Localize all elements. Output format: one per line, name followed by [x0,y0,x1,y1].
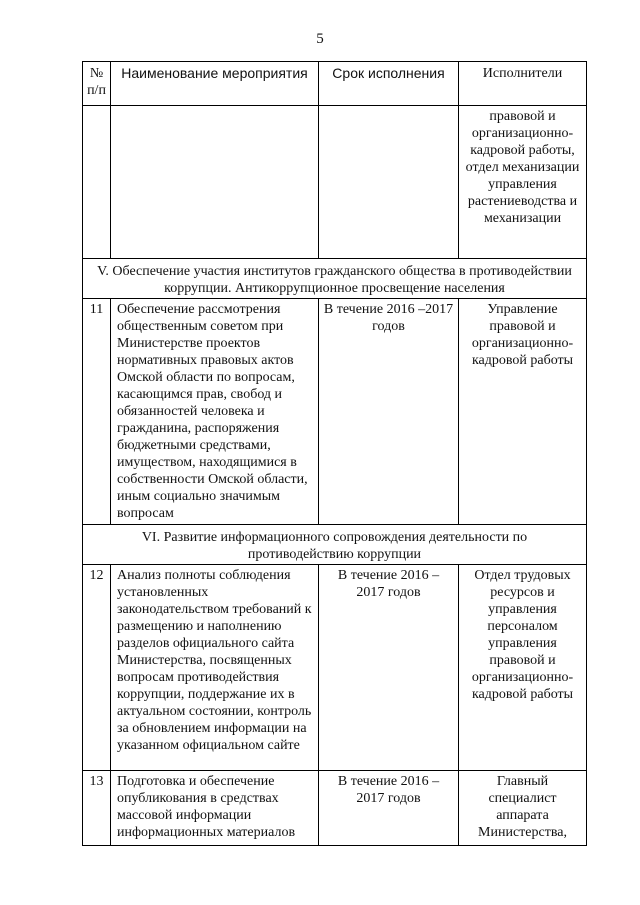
cell-num: 11 [83,299,111,525]
cell-name: Подготовка и обеспечение опубликования в средствах массовой информации информационных материалов [111,771,319,846]
page-number: 5 [316,31,324,47]
cell-term: В течение 2016 –2017 годов [319,299,459,525]
cell-executors: правовой и организационно-кадровой работы, отдел механизации управления растениеводства и механизации [459,106,587,259]
header-name: Наименование мероприятия [111,62,319,106]
table-row [83,106,587,259]
cell-executors: Главный специалист аппарата Министерства, [459,771,587,846]
cell-num [83,106,111,259]
header-term: Срок исполнения [319,62,459,106]
table-row [83,565,587,771]
section-6-heading: VI. Развитие информационного сопровождения деятельности по противодействию коррупции [83,525,587,565]
cell-num: 12 [83,565,111,771]
section-row [83,259,587,299]
table-row [83,299,587,525]
header-num: № п/п [83,62,111,106]
cell-term: В течение 2016 – 2017 годов [319,565,459,771]
table-header-row [83,62,587,106]
measures-table [82,61,587,846]
cell-term: В течение 2016 – 2017 годов [319,771,459,846]
cell-executors: Управление правовой и организационно-кадровой работы [459,299,587,525]
cell-name: Обеспечение рассмотрения общественным советом при Министерстве проектов нормативных правовых актов Омской области по вопросам, касающимся прав, свобод и обязанностей человека и гражданина, распоряжения бюджетными средствами, имуществом, находящимися в собственности Омской области, иным социально значимым вопросам [111,299,319,525]
cell-num: 13 [83,771,111,846]
cell-executors: Отдел трудовых ресурсов и управления персоналом управления правовой и организационно-кадровой работы [459,565,587,771]
section-5-heading: V. Обеспечение участия институтов гражданского общества в противодействии коррупции. Антикоррупционное просвещение населения [83,259,587,299]
section-row [83,525,587,565]
table-row [83,771,587,846]
header-executors: Исполнители [459,62,587,106]
cell-name: Анализ полноты соблюдения установленных законодательством требований к размещению и наполнению разделов официального сайта Министерства, посвященных вопросам противодействия коррупции, поддержание их в актуальном состоянии, контроль за обновлением информации на указанном официальном сайте [111,565,319,771]
cell-term [319,106,459,259]
cell-name [111,106,319,259]
